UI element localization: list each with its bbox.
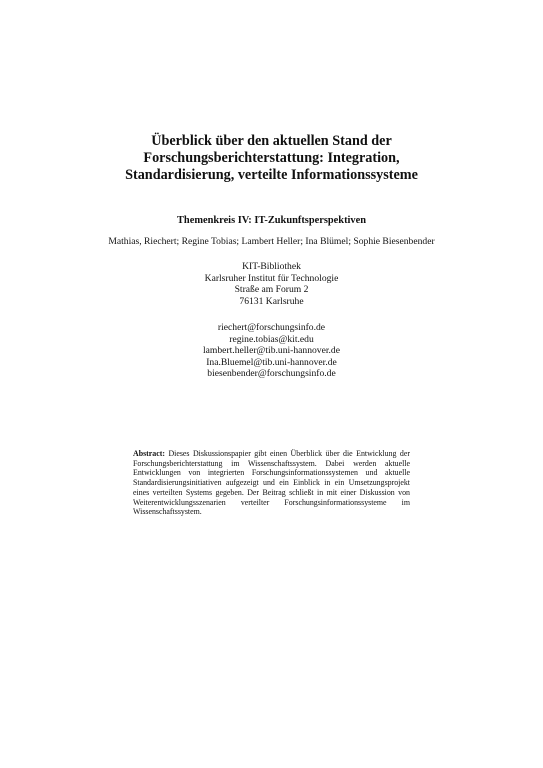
email-address: biesenbender@forschungsinfo.de — [207, 368, 336, 380]
abstract-text: Dieses Diskussionspapier gibt einen Überblick über die Entwicklung der Forschungsberichterstattung im Wissenschaftssystem. Dabei werden aktuelle Entwicklungen von integrierten Forschungsinformationssystemen und aktuelle Standardisierungsinitiativen aufgezeigt und ein Einblick in ein Umsetzungsprojekt eines verteilten Systems gegeben. Der Beitrag schließt in mit einer Diskussion von Weiterentwicklungsszenarien verteilter Forschungsinformationssysteme im Wissenschaftssystem. — [133, 449, 410, 517]
email-address: lambert.heller@tib.uni-hannover.de — [203, 345, 340, 357]
author-list: Mathias, Riechert; Regine Tobias; Lambert Heller; Ina Blümel; Sophie Biesenbender — [108, 236, 435, 247]
email-block — [60, 322, 483, 380]
affiliation-line: Straße am Forum 2 — [234, 284, 309, 296]
abstract-label: Abstract: — [133, 449, 165, 458]
title-line: Forschungsberichterstattung: Integration, — [143, 150, 400, 166]
paper-title — [60, 133, 483, 184]
affiliation-line: Karlsruher Institut für Technologie — [204, 272, 339, 284]
email-address: Ina.Bluemel@tib.uni-hannover.de — [206, 356, 337, 368]
affiliation-line: KIT-Bibliothek — [242, 261, 301, 272]
title-line: Überblick über den aktuellen Stand der — [151, 133, 392, 149]
title-line: Standardisierung, verteilte Informationssysteme — [125, 167, 418, 183]
email-address: regine.tobias@kit.edu — [229, 333, 314, 345]
affiliation-block — [60, 261, 483, 307]
abstract-block — [133, 449, 410, 517]
email-address: riechert@forschungsinfo.de — [217, 322, 326, 333]
affiliation-line: 76131 Karlsruhe — [239, 295, 304, 307]
topic-line: Themenkreis IV: IT-Zukunftsperspektiven — [177, 215, 366, 226]
